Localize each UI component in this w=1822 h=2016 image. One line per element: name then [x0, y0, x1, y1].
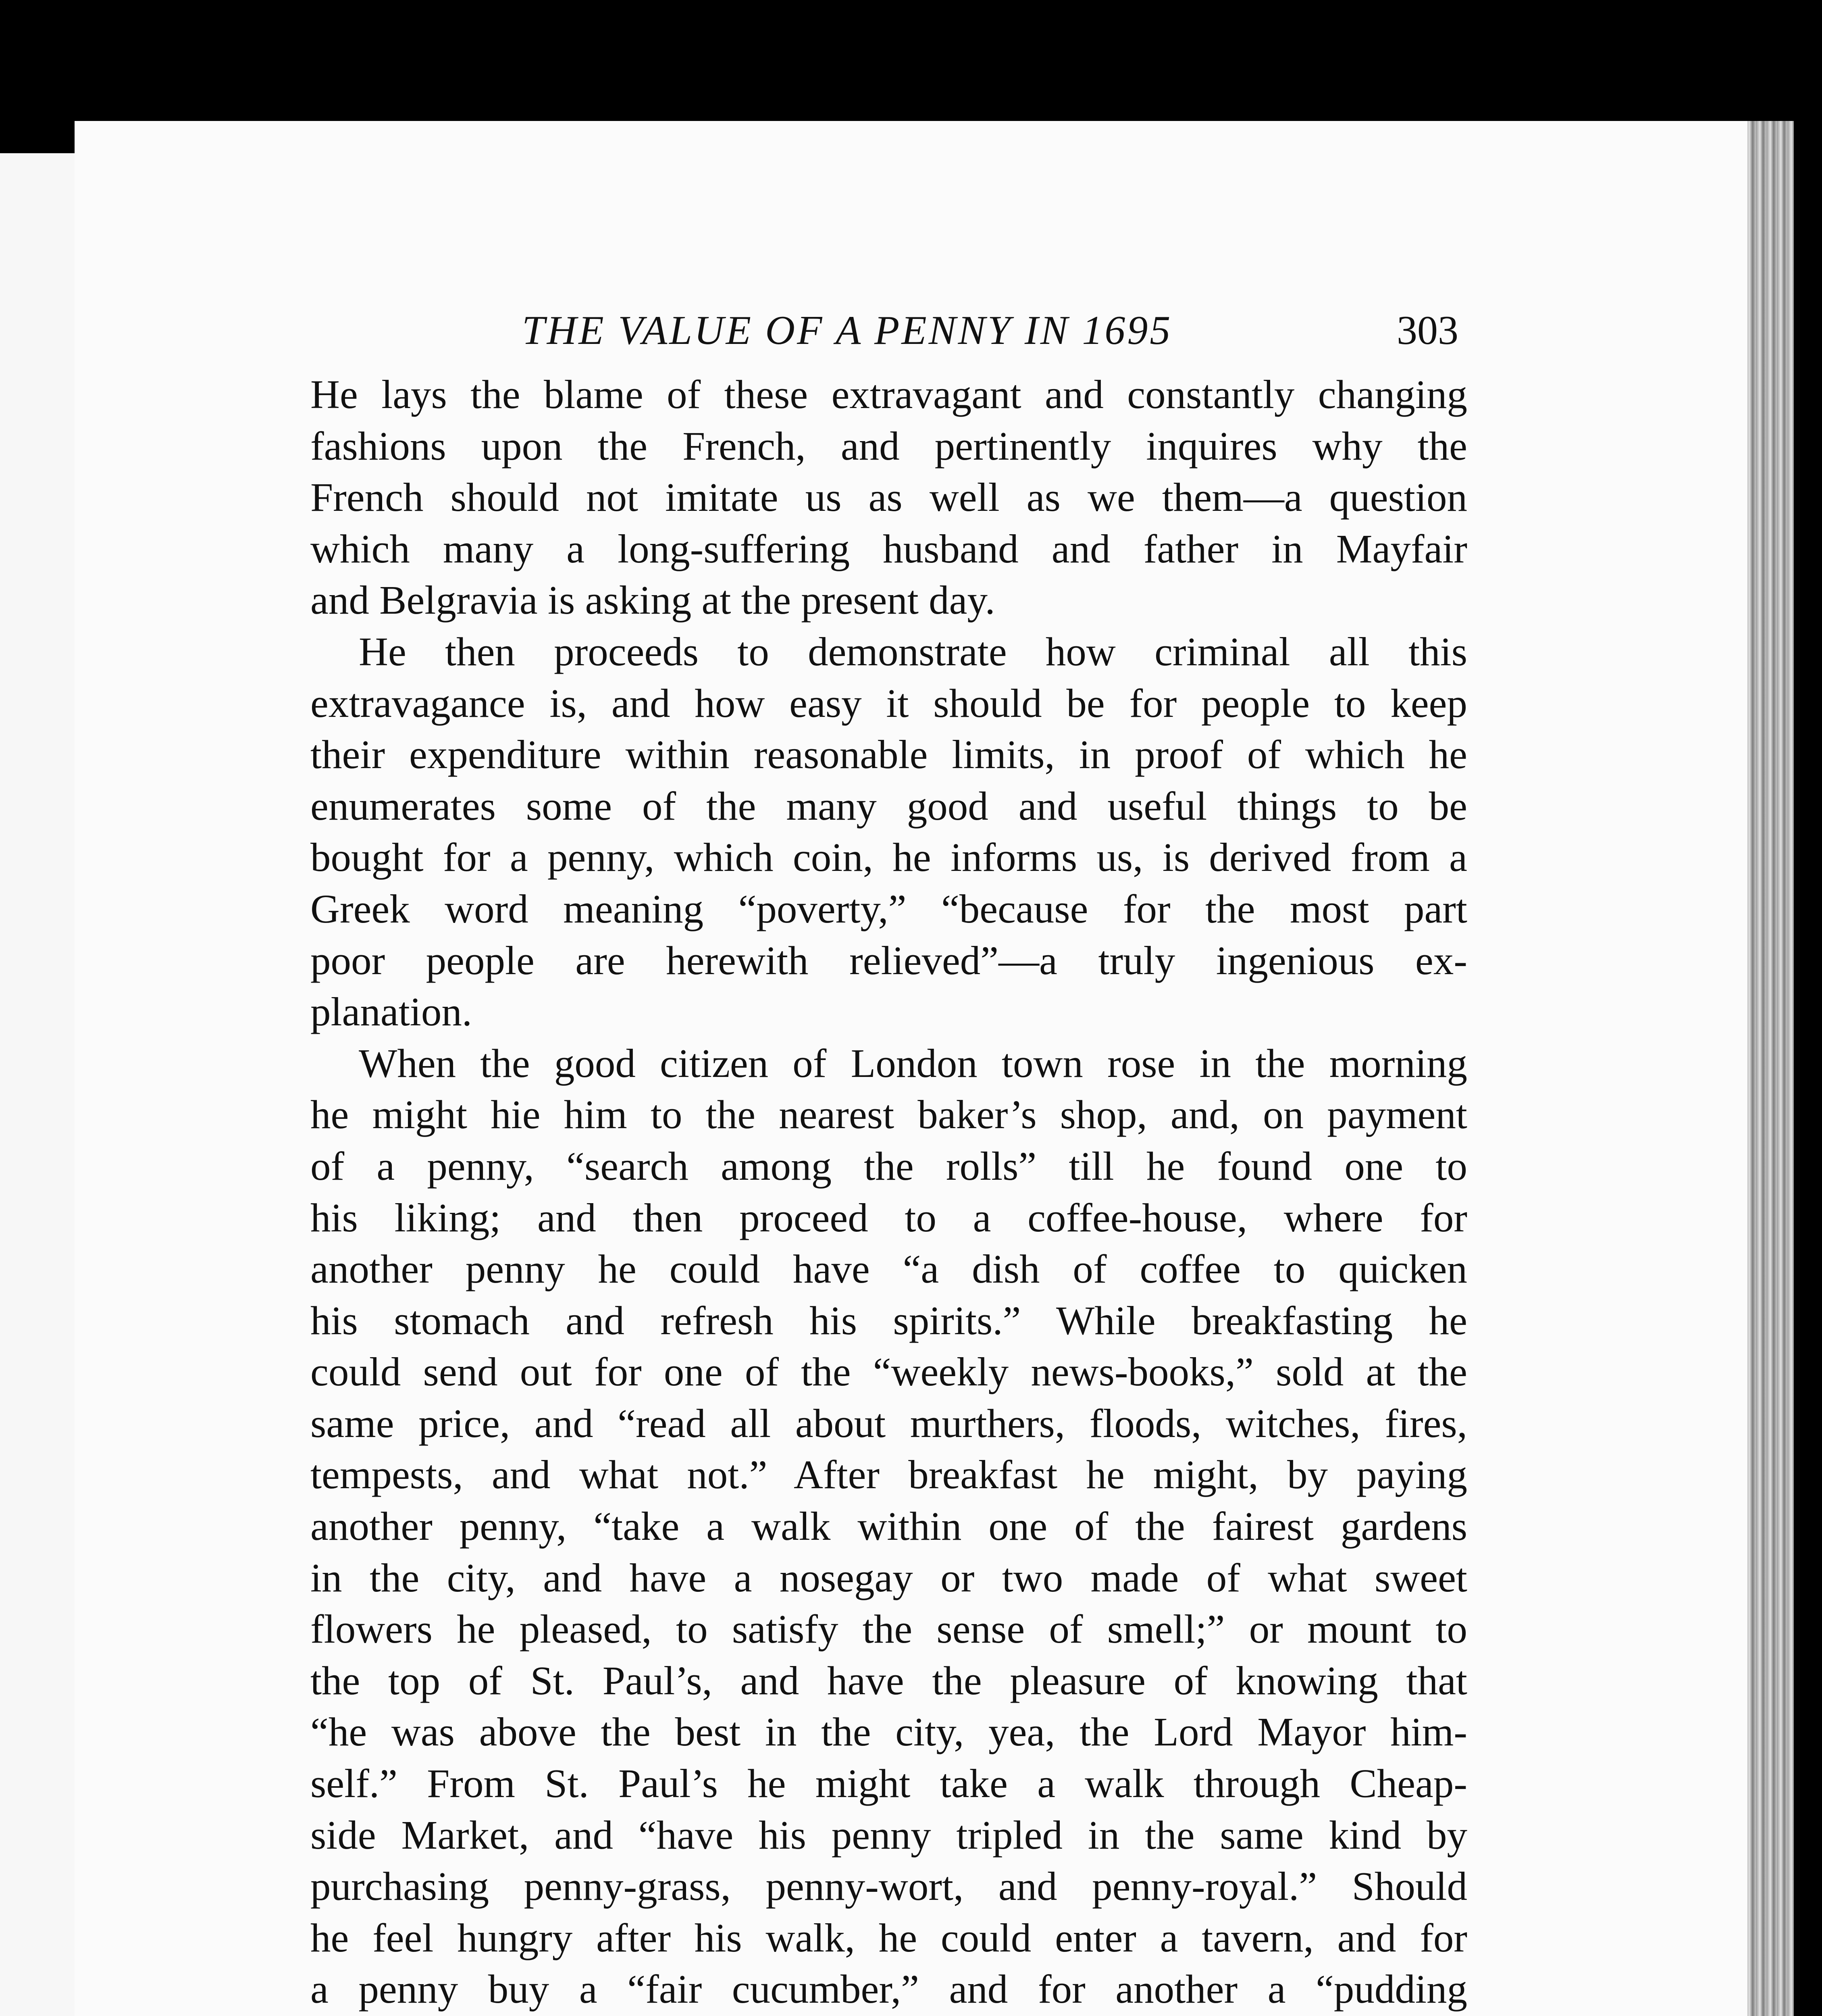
- text-line: When the good citizen of London town rose in the morning: [359, 1040, 1467, 1086]
- text-line: French should not imitate us as well as we them—a question: [310, 475, 1467, 520]
- text-line: tempests, and what not.” After breakfast he might, by paying: [310, 1452, 1467, 1497]
- text-line: which many a long-suffering husband and father in Mayfair: [310, 526, 1467, 571]
- text-line: another penny, “take a walk within one of the fairest gardens: [310, 1504, 1467, 1549]
- text-line: enumerates some of the many good and useful things to be: [310, 783, 1467, 829]
- page-stack-edge: [1745, 121, 1794, 2016]
- text-line: he feel hungry after his walk, he could enter a tavern, and for: [310, 1915, 1467, 1960]
- text-line: he might hie him to the nearest baker’s shop, and, on payment: [310, 1092, 1467, 1137]
- text-line: poor people are herewith relieved”—a truly ingenious ex-: [310, 937, 1467, 983]
- text-line: extravagance is, and how easy it should be for people to keep: [310, 680, 1467, 726]
- running-title: THE VALUE OF A PENNY IN 1695: [522, 308, 1173, 353]
- page-number: 303: [1397, 308, 1458, 353]
- text-line: his stomach and refresh his spirits.” While breakfasting he: [310, 1297, 1467, 1343]
- text-line: and Belgravia is asking at the present day.: [310, 577, 995, 623]
- text-line: “he was above the best in the city, yea, the Lord Mayor him-: [310, 1709, 1467, 1755]
- text-line: He lays the blame of these extravagant and constantly changing: [310, 372, 1467, 417]
- text-line: Greek word meaning “poverty,” “because for the most part: [310, 886, 1467, 931]
- text-line: planation.: [310, 989, 472, 1035]
- text-line: fashions upon the French, and pertinently inquires why the: [310, 423, 1467, 469]
- text-line: of a penny, “search among the rolls” till he found one to: [310, 1143, 1467, 1189]
- text-line: purchasing penny-grass, penny-wort, and penny-royal.” Should: [310, 1864, 1467, 1909]
- text-line: He then proceeds to demonstrate how criminal all this: [359, 629, 1467, 674]
- book-page: [75, 121, 1747, 2016]
- body-text: [310, 369, 1467, 2016]
- text-line: a penny buy a “fair cucumber,” and for another a “pudding: [310, 1966, 1467, 2012]
- text-line: flowers he pleased, to satisfy the sense of smell;” or mount to: [310, 1606, 1467, 1652]
- text-line: his liking; and then proceed to a coffee-house, where for: [310, 1195, 1467, 1240]
- text-line: another penny he could have “a dish of coffee to quicken: [310, 1246, 1467, 1292]
- text-line: side Market, and “have his penny tripled in the same kind by: [310, 1812, 1467, 1858]
- text-line: their expenditure within reasonable limits, in proof of which he: [310, 732, 1467, 777]
- text-line: same price, and “read all about murthers, floods, witches, fires,: [310, 1400, 1467, 1446]
- running-head: [75, 298, 1465, 363]
- text-line: could send out for one of the “weekly news-books,” sold at the: [310, 1349, 1467, 1395]
- text-line: bought for a penny, which coin, he informs us, is derived from a: [310, 835, 1467, 880]
- text-line: self.” From St. Paul’s he might take a walk through Cheap-: [310, 1761, 1467, 1806]
- text-line: in the city, and have a nosegay or two made of what sweet: [310, 1555, 1467, 1600]
- text-line: the top of St. Paul’s, and have the pleasure of knowing that: [310, 1658, 1467, 1703]
